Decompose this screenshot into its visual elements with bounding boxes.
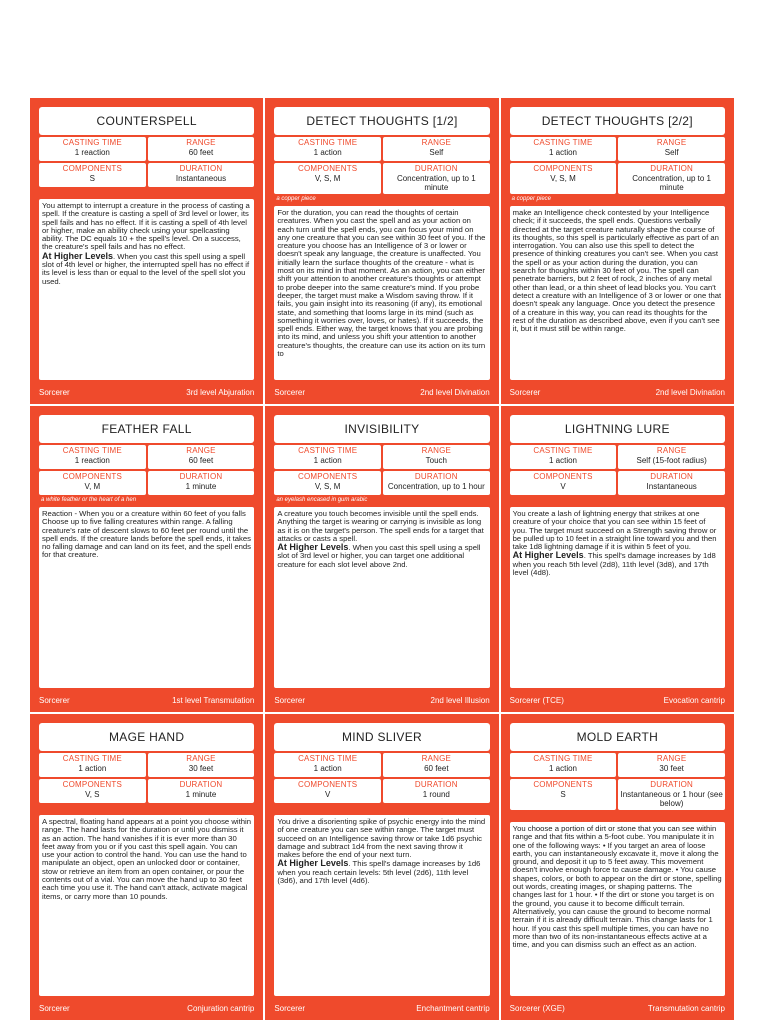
duration-label: DURATION xyxy=(179,164,223,173)
material-component xyxy=(39,187,254,197)
spell-class: Sorcerer (TCE) xyxy=(509,695,564,705)
casting-time-label: CASTING TIME xyxy=(533,754,593,763)
components-label: COMPONENTS xyxy=(297,780,358,789)
card-footer xyxy=(510,380,725,404)
casting-time-label: CASTING TIME xyxy=(62,138,122,147)
card-footer xyxy=(274,380,489,404)
duration-label: DURATION xyxy=(650,472,694,481)
components-label: COMPONENTS xyxy=(62,780,122,789)
higher-levels xyxy=(513,551,722,577)
spell-card xyxy=(30,714,263,1020)
casting-time-box xyxy=(274,753,381,777)
card-footer xyxy=(39,996,254,1020)
higher-levels xyxy=(277,543,486,569)
spell-level-school: Evocation cantrip xyxy=(663,695,725,705)
components-value: V, S, M xyxy=(550,174,576,183)
spell-description xyxy=(510,206,725,380)
range-box xyxy=(618,753,725,777)
description-text: You drive a disorienting spike of psychic energy into the mind of one creature you can see within range. The target must succeed on an Intelligence saving throw or take 1d6 psychic damage and subtract 1d4 from the next saving throw it makes before the end of your next turn. xyxy=(277,817,486,860)
casting-time-box xyxy=(510,445,617,469)
card-footer xyxy=(39,380,254,404)
duration-value: Instantaneous xyxy=(175,174,227,183)
spell-title: DETECT THOUGHTS [2/2] xyxy=(510,107,725,135)
spell-stats xyxy=(510,753,725,810)
card-footer xyxy=(274,688,489,712)
spell-class: Sorcerer xyxy=(39,1003,70,1013)
higher-levels xyxy=(42,252,251,286)
material-component xyxy=(510,810,725,820)
spell-description xyxy=(39,507,254,688)
duration-value: Concentration, up to 1 minute xyxy=(632,174,711,192)
duration-label: DURATION xyxy=(179,780,223,789)
casting-time-box xyxy=(510,753,617,777)
spell-card xyxy=(265,714,498,1020)
spell-stats xyxy=(510,137,725,194)
spell-description xyxy=(274,815,489,996)
spell-stats xyxy=(39,753,254,803)
range-label: RANGE xyxy=(656,754,687,763)
casting-time-label: CASTING TIME xyxy=(298,754,358,763)
description-text: A creature you touch becomes invisible until the spell ends. Anything the target is wearing or carrying is invisible as long as it is on the target's person. The spell ends for a target that attacks or casts a spell. xyxy=(277,509,484,543)
components-box xyxy=(39,471,146,495)
spell-stats xyxy=(274,137,489,194)
spell-title: MOLD EARTH xyxy=(510,723,725,751)
duration-value: 1 round xyxy=(422,790,450,799)
card-footer xyxy=(39,688,254,712)
card-footer xyxy=(510,688,725,712)
spell-description xyxy=(510,822,725,996)
material-component: a copper piece xyxy=(511,196,552,202)
range-value: Touch xyxy=(425,456,447,465)
range-label: RANGE xyxy=(421,754,452,763)
components-box xyxy=(274,471,381,495)
components-box xyxy=(39,779,146,803)
components-value: S xyxy=(89,174,95,183)
spell-stats xyxy=(510,445,725,495)
spell-level-school: Enchantment cantrip xyxy=(416,1003,490,1013)
spell-card xyxy=(501,714,734,1020)
spell-level-school: 2nd level Divination xyxy=(655,387,725,397)
spell-title: COUNTERSPELL xyxy=(39,107,254,135)
spell-description xyxy=(510,507,725,688)
spell-level-school: 2nd level Divination xyxy=(420,387,490,397)
range-box xyxy=(618,137,725,161)
range-label: RANGE xyxy=(421,138,452,147)
components-value: V xyxy=(324,790,331,799)
spell-class: Sorcerer xyxy=(274,1003,306,1013)
spell-card xyxy=(265,98,498,404)
material-component: a copper piece xyxy=(276,196,316,202)
duration-value: 1 minute xyxy=(185,790,217,799)
spell-description xyxy=(274,507,489,688)
casting-time-value: 1 reaction xyxy=(74,456,110,465)
description-text: A spectral, floating hand appears at a point you choose within range. The hand lasts for the duration or until you dismiss it as an action. The hand vanishes if it is ever more than 30 feet away from you or if you cast this spell again. You can use your action to control the hand. You can use the hand to manipulate an object, open an unlocked door or container, stow or retrieve an item from an open container, or pour the contents out of a vial. You can move the hand up to 30 feet each time you use it. The hand can't attack, activate magical items, or carry more than 10 pounds. xyxy=(42,817,251,901)
spell-title: DETECT THOUGHTS [1/2] xyxy=(274,107,489,135)
casting-time-value: 1 action xyxy=(78,764,107,773)
material-component xyxy=(39,803,254,813)
range-value: 60 feet xyxy=(188,456,214,465)
higher-levels-label: At Higher Levels xyxy=(42,250,114,261)
components-box xyxy=(510,163,617,194)
description-text: For the duration, you can read the thoughts of certain creatures. When you cast the spell and as your action on each turn until the spell ends, you can focus your mind on any one creature that you can see within 30 feet of you. If the creature you choose has an Intelligence of 3 or lower or doesn't speak any language, the creature is unaffected. You initially learn the surface thoughts of the creature - what is most on its mind in that moment. As an action, you can either shift your attention to another creature's thoughts or attempt to probe deeper into the same creature's mind. If you probe deeper, the target must make a Wisdom saving throw. If it fails, you gain insight into its reasoning (if any), its emotional state, and something that looms large in its mind (such as something it worries over, loves, or hates). If it succeeds, the spell ends. Either way, the target knows that you are probing into its mind, and unless you shift your attention to another creature's thoughts, the creature can use its action on its turn to xyxy=(277,208,486,359)
description-text: Reaction - When you or a creature within 60 feet of you falls Choose up to five falling creatures within range. A falling creature's rate of descent slows to 60 feet per round until the spell ends. If the creature lands before the spell ends, it takes no falling damage and can land on its feet, and the spell ends for that creature. xyxy=(42,509,251,560)
casting-time-label: CASTING TIME xyxy=(298,446,358,455)
range-label: RANGE xyxy=(656,446,687,455)
spell-card xyxy=(265,406,498,712)
casting-time-value: 1 action xyxy=(548,148,577,157)
casting-time-value: 1 action xyxy=(313,456,342,465)
spell-title: FEATHER FALL xyxy=(39,415,254,443)
components-label: COMPONENTS xyxy=(297,164,358,173)
components-value: V xyxy=(560,482,566,491)
spell-level-school: 2nd level Illusion xyxy=(430,695,490,705)
higher-levels-label: At Higher Levels xyxy=(277,858,349,869)
range-box xyxy=(383,445,490,469)
spell-card xyxy=(30,98,263,404)
duration-box xyxy=(383,471,490,495)
material-component xyxy=(274,803,489,813)
higher-levels-text: . This spell's damage increases by 1d8 when you reach 5th level (2d8), 11th level (3d8), and 17th level (4d8). xyxy=(512,551,716,578)
components-box xyxy=(510,779,617,810)
components-label: COMPONENTS xyxy=(533,780,593,789)
card-footer xyxy=(274,996,489,1020)
casting-time-box xyxy=(274,137,381,161)
duration-box xyxy=(618,779,725,810)
components-label: COMPONENTS xyxy=(62,472,122,481)
spell-level-school: Conjuration cantrip xyxy=(187,1003,255,1013)
range-label: RANGE xyxy=(656,138,687,147)
material-component: a white feather or the heart of a hen xyxy=(41,497,137,503)
duration-box xyxy=(383,779,490,803)
spell-title: LIGHTNING LURE xyxy=(510,415,725,443)
duration-label: DURATION xyxy=(650,780,694,789)
spell-title: MIND SLIVER xyxy=(274,723,489,751)
components-value: V, S xyxy=(85,790,100,799)
spell-stats xyxy=(274,753,489,803)
components-label: COMPONENTS xyxy=(62,164,122,173)
range-label: RANGE xyxy=(421,446,452,455)
duration-value: Concentration, up to 1 minute xyxy=(396,174,476,192)
spell-level-school: 1st level Transmutation xyxy=(172,695,255,705)
duration-label: DURATION xyxy=(414,164,458,173)
range-box xyxy=(148,445,255,469)
range-value: 30 feet xyxy=(659,764,684,773)
components-box xyxy=(510,471,617,495)
range-box xyxy=(383,753,490,777)
range-value: 60 feet xyxy=(188,148,214,157)
higher-levels xyxy=(277,859,486,885)
components-label: COMPONENTS xyxy=(533,472,593,481)
duration-value: Instantaneous xyxy=(646,482,697,491)
casting-time-value: 1 action xyxy=(313,148,342,157)
spell-description xyxy=(39,199,254,380)
spell-title: INVISIBILITY xyxy=(274,415,489,443)
casting-time-box xyxy=(39,753,146,777)
casting-time-label: CASTING TIME xyxy=(62,754,122,763)
casting-time-box xyxy=(510,137,617,161)
duration-box xyxy=(148,163,255,187)
range-value: Self xyxy=(429,148,444,157)
components-label: COMPONENTS xyxy=(533,164,593,173)
description-text: You attempt to interrupt a creature in the process of casting a spell. If the creature is casting a spell of 3rd level or lower, its spell fails and has no effect. If it is casting a spell of 4th level or higher, make an ability check using your spellcasting ability. The DC equals 10 + the spell's level. On a success, the creature's spell fails and has no effect. xyxy=(42,201,250,252)
casting-time-label: CASTING TIME xyxy=(62,446,122,455)
higher-levels-label: At Higher Levels xyxy=(277,542,349,553)
components-value: V, S, M xyxy=(314,482,341,491)
spell-title: MAGE HAND xyxy=(39,723,254,751)
higher-levels-label: At Higher Levels xyxy=(512,550,584,561)
components-value: V, S, M xyxy=(314,174,341,183)
spell-stats xyxy=(274,445,489,495)
casting-time-label: CASTING TIME xyxy=(533,138,593,147)
spell-description xyxy=(39,815,254,996)
casting-time-label: CASTING TIME xyxy=(533,446,593,455)
range-label: RANGE xyxy=(186,754,216,763)
duration-box xyxy=(148,471,255,495)
casting-time-value: 1 action xyxy=(548,456,577,465)
range-label: RANGE xyxy=(186,446,216,455)
spell-class: Sorcerer xyxy=(509,387,541,397)
components-box xyxy=(274,779,381,803)
spell-card-sheet xyxy=(30,98,734,1020)
duration-value: Instantaneous or 1 hour (see below) xyxy=(620,790,723,808)
spell-card xyxy=(501,406,734,712)
components-value: V, M xyxy=(84,482,101,491)
spell-class: Sorcerer xyxy=(39,695,70,705)
spell-class: Sorcerer (XGE) xyxy=(509,1003,565,1013)
duration-box xyxy=(148,779,255,803)
range-value: Self xyxy=(664,148,679,157)
higher-levels-text: . This spell's damage increases by 1d6 when you reach certain levels: 5th level (2d6), 11th level (3d6), and 17th level (4d6). xyxy=(277,859,481,886)
casting-time-value: 1 reaction xyxy=(74,148,110,157)
components-label: COMPONENTS xyxy=(297,472,358,481)
description-text: You create a lash of lightning energy that strikes at one creature of your choice that you can see within 15 feet of you. The target must succeed on a Strength saving throw or be pulled up to 10 feet in a straight line toward you and then take 1d8 lightning damage if it is within 5 feet of you. xyxy=(512,509,717,552)
range-box xyxy=(148,137,255,161)
duration-label: DURATION xyxy=(414,780,458,789)
higher-levels-text: . When you cast this spell using a spell slot of 4th level or higher, the interrupted spell has no effect if its level is less than or equal to the level of the spell slot you used. xyxy=(42,251,250,286)
description-text: make an Intelligence check contested by your Intelligence check; if it succeeds, the spell ends. Questions verbally directed at the target creature naturally shape the course of its thoughts, so this spell is particularly effective as part of an interrogation. You can also use this spell to detect the presence of thinking creatures you can't see. When you cast the spell or as your action during the duration, you can search for thoughts within 30 feet of you. The spell can penetrate barriers, but 2 feet of rock, 2 inches of any metal other than lead, or a thin sheet of lead blocks you. You can't detect a creature with an Intelligence of 3 or lower or one that doesn't speak any language. Once you detect the presence of a creature in this way, you can read its thoughts for the rest of the duration as described above, even if you can't see it, but it must still be within range. xyxy=(512,208,722,334)
duration-box xyxy=(618,471,725,495)
casting-time-box xyxy=(274,445,381,469)
casting-time-value: 1 action xyxy=(548,764,577,773)
spell-level-school: Transmutation cantrip xyxy=(647,1003,725,1013)
components-box xyxy=(274,163,381,194)
description-text: You choose a portion of dirt or stone that you can see within range and that fits within a 5-foot cube. You manipulate it in one of the following ways: • If you target an area of loose earth, you can instantaneously excavate it, move it along the ground, and deposit it up to 5 feet away. This movement doesn't involve enough force to cause damage. • You cause shapes, colors, or both to appear on the dirt or stone, spelling out words, creating images, or shaping patterns. The changes last for 1 hour. • If the dirt or stone you target is on the ground, you cause it to become difficult terrain. Alternatively, you can cause the ground to become normal terrain if it is already difficult terrain. This change lasts for 1 hour. If you cast this spell multiple times, you can have no more than two of its non-instantaneous effects active at a time, and you can dismiss such an effect as an action. xyxy=(512,824,722,950)
higher-levels-text: . When you cast this spell using a spell slot of 3rd level or higher, you can target one additional creature for each slot level above 2nd. xyxy=(277,543,481,569)
duration-label: DURATION xyxy=(414,472,458,481)
material-component xyxy=(510,495,725,505)
duration-box xyxy=(618,163,725,194)
range-box xyxy=(383,137,490,161)
spell-stats xyxy=(39,137,254,187)
casting-time-value: 1 action xyxy=(313,764,342,773)
spell-stats xyxy=(39,445,254,495)
range-value: Self (15-foot radius) xyxy=(636,456,707,465)
duration-label: DURATION xyxy=(179,472,223,481)
range-box xyxy=(148,753,255,777)
components-value: S xyxy=(560,790,566,799)
range-value: 60 feet xyxy=(424,764,449,773)
duration-value: 1 minute xyxy=(185,482,217,491)
duration-box xyxy=(383,163,490,194)
components-box xyxy=(39,163,146,187)
spell-card xyxy=(501,98,734,404)
card-footer xyxy=(510,996,725,1020)
spell-description xyxy=(274,206,489,380)
material-component: an eyelash encased in gum arabic xyxy=(276,497,368,503)
range-box xyxy=(618,445,725,469)
spell-level-school: 3rd level Abjuration xyxy=(186,387,255,397)
duration-label: DURATION xyxy=(650,164,694,173)
spell-class: Sorcerer xyxy=(39,387,70,397)
casting-time-label: CASTING TIME xyxy=(298,138,358,147)
spell-class: Sorcerer xyxy=(274,695,306,705)
spell-card xyxy=(30,406,263,712)
duration-value: Concentration, up to 1 hour xyxy=(387,482,485,491)
spell-class: Sorcerer xyxy=(274,387,306,397)
casting-time-box xyxy=(39,445,146,469)
casting-time-box xyxy=(39,137,146,161)
range-label: RANGE xyxy=(186,138,216,147)
range-value: 30 feet xyxy=(188,764,214,773)
